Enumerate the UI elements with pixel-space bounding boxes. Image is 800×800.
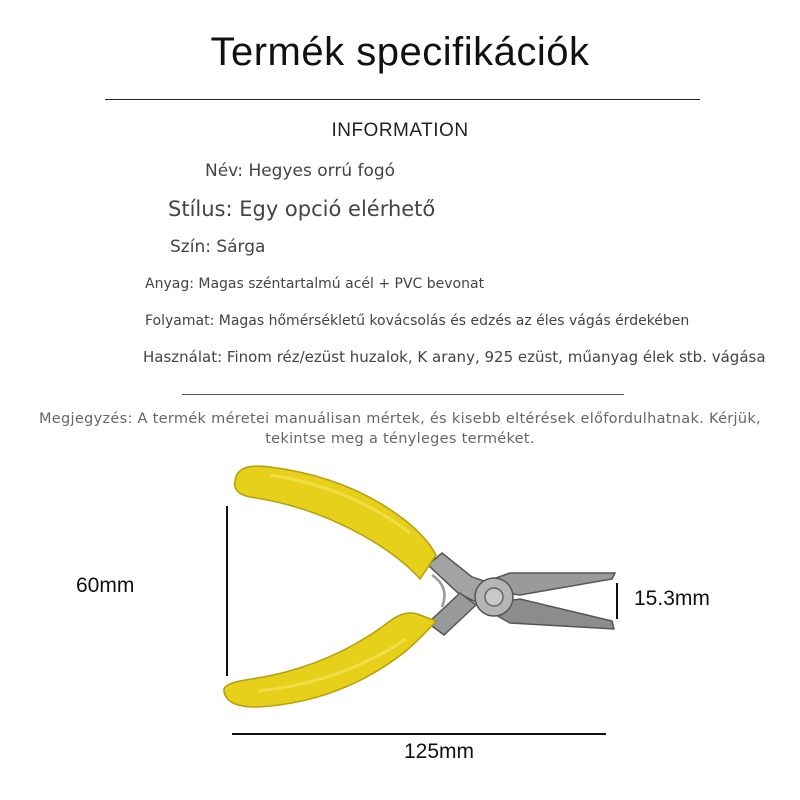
page-title: Termék specifikációk bbox=[210, 30, 590, 74]
height-dimension-line bbox=[226, 506, 228, 676]
pliers-image bbox=[210, 455, 630, 725]
title-divider bbox=[105, 99, 700, 100]
length-dimension-line bbox=[232, 733, 606, 735]
spec-material: Anyag: Magas széntartalmú acél + PVC bevonat bbox=[145, 276, 485, 292]
jaw-dimension-line bbox=[616, 583, 618, 619]
note-text: Megjegyzés: A termék méretei manuálisan mértek, és kisebb eltérések előfordulhatnak. Kérjük, tekintse meg a tényleges terméket. bbox=[39, 411, 761, 447]
spec-color: Szín: Sárga bbox=[170, 237, 266, 257]
section-divider bbox=[182, 394, 624, 395]
spec-usage: Használat: Finom réz/ezüst huzalok, K arany, 925 ezüst, műanyag élek stb. vágása bbox=[143, 348, 766, 366]
pliers-lower-arm bbox=[428, 593, 476, 635]
spec-process: Folyamat: Magas hőmérsékletű kovácsolás és edzés az éles vágás érdekében bbox=[145, 313, 690, 329]
pliers-spring bbox=[432, 575, 444, 607]
spec-name: Név: Hegyes orrú fogó bbox=[205, 161, 396, 181]
info-heading: INFORMATION bbox=[331, 120, 469, 141]
height-dimension-label: 60mm bbox=[76, 574, 135, 597]
pliers-upper-handle bbox=[235, 466, 436, 579]
pliers-lower-handle bbox=[224, 613, 436, 707]
spec-style: Stílus: Egy opció elérhető bbox=[168, 197, 436, 221]
length-dimension-label: 125mm bbox=[404, 740, 475, 763]
jaw-dimension-label: 15.3mm bbox=[634, 587, 710, 610]
